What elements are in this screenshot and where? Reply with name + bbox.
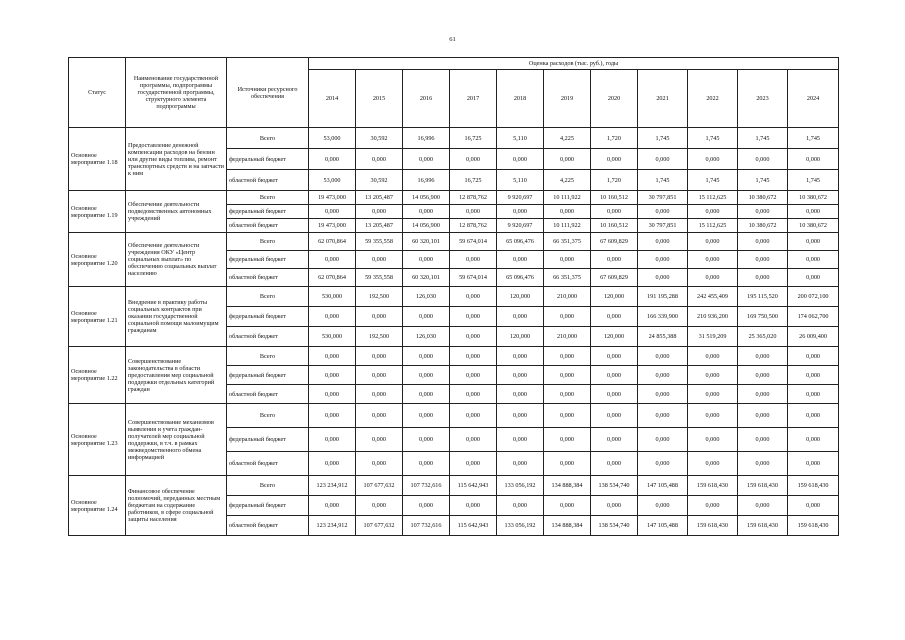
funding-source: областной бюджет (227, 269, 309, 287)
measure-name: Внедрение в практику работы социальных контрактов при оказании государственной социальной помощи малоимущим гражданам (126, 287, 227, 347)
amount-cell: 0,000 (738, 385, 788, 404)
amount-cell: 0,000 (788, 269, 839, 287)
amount-cell: 59 674,014 (450, 233, 497, 251)
amount-cell: 0,000 (591, 307, 638, 327)
page-number: 61 (449, 36, 456, 43)
amount-cell: 133 056,192 (497, 476, 544, 496)
amount-cell: 0,000 (638, 385, 688, 404)
amount-cell: 15 112,625 (688, 219, 738, 233)
header-status: Статус (69, 58, 126, 128)
amount-cell: 0,000 (309, 307, 356, 327)
amount-cell: 126,030 (403, 327, 450, 347)
amount-cell: 0,000 (450, 404, 497, 428)
amount-cell: 123 234,912 (309, 516, 356, 536)
amount-cell: 62 070,864 (309, 269, 356, 287)
amount-cell: 1,745 (788, 128, 839, 149)
amount-cell: 0,000 (403, 149, 450, 170)
header-estimate: Оценка расходов (тыс. руб.), годы (309, 58, 839, 70)
amount-cell: 0,000 (688, 269, 738, 287)
amount-cell: 138 534,740 (591, 516, 638, 536)
amount-cell: 12 878,762 (450, 219, 497, 233)
amount-cell: 0,000 (544, 404, 591, 428)
amount-cell: 0,000 (356, 428, 403, 452)
amount-cell: 0,000 (450, 287, 497, 307)
amount-cell: 0,000 (688, 149, 738, 170)
amount-cell: 62 070,864 (309, 233, 356, 251)
amount-cell: 107 732,616 (403, 516, 450, 536)
amount-cell: 1,745 (688, 170, 738, 191)
amount-cell: 0,000 (788, 149, 839, 170)
amount-cell: 0,000 (403, 404, 450, 428)
funding-source: Всего (227, 233, 309, 251)
amount-cell: 0,000 (738, 452, 788, 476)
amount-cell: 0,000 (356, 496, 403, 516)
header-year: 2023 (738, 70, 788, 128)
amount-cell: 159 618,430 (788, 476, 839, 496)
amount-cell: 0,000 (309, 205, 356, 219)
amount-cell: 0,000 (638, 496, 688, 516)
amount-cell: 10 160,512 (591, 219, 638, 233)
amount-cell: 126,030 (403, 287, 450, 307)
amount-cell: 0,000 (788, 452, 839, 476)
amount-cell: 0,000 (356, 385, 403, 404)
amount-cell: 0,000 (309, 366, 356, 385)
amount-cell: 30 797,851 (638, 219, 688, 233)
amount-cell: 0,000 (544, 428, 591, 452)
amount-cell: 0,000 (688, 205, 738, 219)
header-year: 2020 (591, 70, 638, 128)
amount-cell: 530,000 (309, 327, 356, 347)
amount-cell: 0,000 (450, 205, 497, 219)
amount-cell: 195 115,520 (738, 287, 788, 307)
amount-cell: 4,225 (544, 170, 591, 191)
amount-cell: 134 888,384 (544, 516, 591, 536)
amount-cell: 65 096,476 (497, 269, 544, 287)
amount-cell: 19 473,000 (309, 219, 356, 233)
amount-cell: 0,000 (544, 205, 591, 219)
amount-cell: 107 677,632 (356, 516, 403, 536)
amount-cell: 134 888,384 (544, 476, 591, 496)
amount-cell: 0,000 (688, 251, 738, 269)
amount-cell: 19 473,000 (309, 191, 356, 205)
funding-source: областной бюджет (227, 219, 309, 233)
amount-cell: 0,000 (450, 428, 497, 452)
measure-status: Основное мероприятие 1.22 (69, 347, 126, 404)
amount-cell: 200 072,100 (788, 287, 839, 307)
amount-cell: 0,000 (788, 366, 839, 385)
amount-cell: 0,000 (450, 366, 497, 385)
amount-cell: 0,000 (688, 233, 738, 251)
amount-cell: 26 009,400 (788, 327, 839, 347)
header-year: 2014 (309, 70, 356, 128)
amount-cell: 15 112,625 (688, 191, 738, 205)
table-row (69, 287, 839, 307)
amount-cell: 0,000 (788, 428, 839, 452)
amount-cell: 120,000 (497, 287, 544, 307)
amount-cell: 1,720 (591, 170, 638, 191)
amount-cell: 0,000 (638, 233, 688, 251)
amount-cell: 9 920,697 (497, 219, 544, 233)
measure-name: Финансовое обеспечение полномочий, переданных местным бюджетам на содержание работников, в сфере социальной защиты населения (126, 476, 227, 536)
funding-source: федеральный бюджет (227, 205, 309, 219)
measure-name: Совершенствование механизмов выявления и учета граждан-получателей мер социальной поддержки, в т.ч. в рамках межведомственного обмена информацией (126, 404, 227, 476)
amount-cell: 174 062,700 (788, 307, 839, 327)
amount-cell: 138 534,740 (591, 476, 638, 496)
amount-cell: 0,000 (688, 385, 738, 404)
amount-cell: 0,000 (403, 496, 450, 516)
amount-cell: 10 380,672 (788, 191, 839, 205)
amount-cell: 0,000 (738, 366, 788, 385)
amount-cell: 13 205,487 (356, 191, 403, 205)
measure-name: Предоставление денежной компенсации расходов на бензин или другие виды топлива, ремонт транспортных средств и на запчасти к ним (126, 128, 227, 191)
amount-cell: 0,000 (738, 205, 788, 219)
amount-cell: 0,000 (403, 385, 450, 404)
funding-source: Всего (227, 476, 309, 496)
header-year: 2024 (788, 70, 839, 128)
measure-status: Основное мероприятие 1.21 (69, 287, 126, 347)
amount-cell: 0,000 (450, 251, 497, 269)
amount-cell: 0,000 (788, 251, 839, 269)
funding-source: федеральный бюджет (227, 366, 309, 385)
amount-cell: 0,000 (309, 251, 356, 269)
amount-cell: 0,000 (591, 347, 638, 366)
amount-cell: 120,000 (497, 327, 544, 347)
measure-name: Обеспечение деятельности учреждения ОКУ «Центр социальных выплат» по обеспечению социальных выплат населению (126, 233, 227, 287)
amount-cell: 13 205,487 (356, 219, 403, 233)
amount-cell: 0,000 (738, 269, 788, 287)
funding-source: Всего (227, 404, 309, 428)
amount-cell: 0,000 (591, 385, 638, 404)
funding-source: Всего (227, 347, 309, 366)
amount-cell: 59 355,558 (356, 269, 403, 287)
funding-source: Всего (227, 191, 309, 205)
amount-cell: 10 111,922 (544, 219, 591, 233)
amount-cell: 0,000 (688, 366, 738, 385)
amount-cell: 0,000 (788, 205, 839, 219)
amount-cell: 10 380,672 (738, 191, 788, 205)
funding-source: федеральный бюджет (227, 428, 309, 452)
amount-cell: 0,000 (591, 366, 638, 385)
amount-cell: 0,000 (403, 452, 450, 476)
amount-cell: 0,000 (591, 496, 638, 516)
funding-source: областной бюджет (227, 452, 309, 476)
amount-cell: 10 380,672 (788, 219, 839, 233)
amount-cell: 0,000 (738, 347, 788, 366)
amount-cell: 210 936,200 (688, 307, 738, 327)
amount-cell: 530,000 (309, 287, 356, 307)
amount-cell: 0,000 (638, 452, 688, 476)
amount-cell: 0,000 (403, 366, 450, 385)
amount-cell: 0,000 (738, 251, 788, 269)
amount-cell: 0,000 (450, 385, 497, 404)
amount-cell: 115 642,943 (450, 476, 497, 496)
amount-cell: 1,745 (638, 128, 688, 149)
funding-source: Всего (227, 287, 309, 307)
amount-cell: 0,000 (497, 385, 544, 404)
amount-cell: 0,000 (309, 496, 356, 516)
amount-cell: 1,745 (738, 170, 788, 191)
amount-cell: 0,000 (591, 251, 638, 269)
funding-source: федеральный бюджет (227, 496, 309, 516)
amount-cell: 31 519,209 (688, 327, 738, 347)
table-row (69, 476, 839, 496)
amount-cell: 166 339,900 (638, 307, 688, 327)
amount-cell: 147 105,488 (638, 516, 688, 536)
amount-cell: 0,000 (788, 347, 839, 366)
amount-cell: 14 056,900 (403, 191, 450, 205)
amount-cell: 4,225 (544, 128, 591, 149)
header-source: Источники ресурсного обеспечения (227, 58, 309, 128)
amount-cell: 0,000 (738, 428, 788, 452)
amount-cell: 0,000 (450, 149, 497, 170)
amount-cell: 191 195,288 (638, 287, 688, 307)
amount-cell: 67 609,829 (591, 269, 638, 287)
amount-cell: 0,000 (450, 452, 497, 476)
measure-name: Совершенствование законодательства в области предоставления мер социальной поддержки отдельных категорий граждан (126, 347, 227, 404)
amount-cell: 53,000 (309, 170, 356, 191)
measure-status: Основное мероприятие 1.19 (69, 191, 126, 233)
amount-cell: 25 365,020 (738, 327, 788, 347)
amount-cell: 0,000 (450, 496, 497, 516)
measure-status: Основное мероприятие 1.20 (69, 233, 126, 287)
amount-cell: 0,000 (497, 347, 544, 366)
amount-cell: 169 750,500 (738, 307, 788, 327)
amount-cell: 0,000 (688, 404, 738, 428)
amount-cell: 0,000 (688, 452, 738, 476)
amount-cell: 0,000 (356, 452, 403, 476)
amount-cell: 0,000 (497, 149, 544, 170)
header-year: 2019 (544, 70, 591, 128)
amount-cell: 0,000 (309, 452, 356, 476)
table-row (69, 233, 839, 251)
header-year: 2017 (450, 70, 497, 128)
amount-cell: 53,000 (309, 128, 356, 149)
amount-cell: 0,000 (309, 404, 356, 428)
amount-cell: 0,000 (403, 205, 450, 219)
table-row (69, 404, 839, 428)
amount-cell: 0,000 (450, 307, 497, 327)
amount-cell: 0,000 (544, 366, 591, 385)
amount-cell: 120,000 (591, 327, 638, 347)
amount-cell: 120,000 (591, 287, 638, 307)
funding-source: областной бюджет (227, 170, 309, 191)
amount-cell: 16,996 (403, 128, 450, 149)
amount-cell: 0,000 (738, 496, 788, 516)
amount-cell: 0,000 (403, 251, 450, 269)
amount-cell: 0,000 (738, 233, 788, 251)
amount-cell: 0,000 (309, 428, 356, 452)
amount-cell: 133 056,192 (497, 516, 544, 536)
amount-cell: 0,000 (638, 428, 688, 452)
amount-cell: 16,725 (450, 170, 497, 191)
amount-cell: 30 797,851 (638, 191, 688, 205)
amount-cell: 14 056,900 (403, 219, 450, 233)
amount-cell: 210,000 (544, 327, 591, 347)
amount-cell: 0,000 (497, 366, 544, 385)
amount-cell: 0,000 (591, 205, 638, 219)
amount-cell: 0,000 (788, 385, 839, 404)
amount-cell: 0,000 (688, 496, 738, 516)
amount-cell: 0,000 (309, 149, 356, 170)
amount-cell: 1,745 (688, 128, 738, 149)
amount-cell: 0,000 (638, 366, 688, 385)
amount-cell: 0,000 (638, 205, 688, 219)
amount-cell: 59 674,014 (450, 269, 497, 287)
amount-cell: 10 160,512 (591, 191, 638, 205)
funding-source: Всего (227, 128, 309, 149)
amount-cell: 0,000 (497, 496, 544, 516)
amount-cell: 16,725 (450, 128, 497, 149)
funding-source: федеральный бюджет (227, 149, 309, 170)
amount-cell: 1,745 (738, 128, 788, 149)
amount-cell: 147 105,488 (638, 476, 688, 496)
amount-cell: 0,000 (591, 428, 638, 452)
amount-cell: 0,000 (356, 366, 403, 385)
amount-cell: 59 355,558 (356, 233, 403, 251)
amount-cell: 0,000 (497, 428, 544, 452)
table-row (69, 347, 839, 366)
amount-cell: 159 618,430 (738, 476, 788, 496)
budget-table (68, 57, 839, 536)
amount-cell: 192,500 (356, 287, 403, 307)
amount-cell: 159 618,430 (688, 516, 738, 536)
amount-cell: 0,000 (788, 233, 839, 251)
measure-status: Основное мероприятие 1.23 (69, 404, 126, 476)
amount-cell: 159 618,430 (688, 476, 738, 496)
amount-cell: 192,500 (356, 327, 403, 347)
amount-cell: 0,000 (738, 404, 788, 428)
amount-cell: 0,000 (309, 347, 356, 366)
measure-status: Основное мероприятие 1.18 (69, 128, 126, 191)
amount-cell: 0,000 (544, 149, 591, 170)
amount-cell: 0,000 (591, 404, 638, 428)
amount-cell: 1,745 (638, 170, 688, 191)
amount-cell: 10 111,922 (544, 191, 591, 205)
amount-cell: 0,000 (403, 347, 450, 366)
amount-cell: 107 732,616 (403, 476, 450, 496)
amount-cell: 24 855,388 (638, 327, 688, 347)
amount-cell: 5,110 (497, 128, 544, 149)
amount-cell: 0,000 (638, 269, 688, 287)
amount-cell: 66 351,375 (544, 269, 591, 287)
funding-source: федеральный бюджет (227, 251, 309, 269)
amount-cell: 0,000 (450, 347, 497, 366)
measure-name: Обеспечение деятельности подведомственных автономных учреждений (126, 191, 227, 233)
header-name: Наименование государственной программы, подпрограммы государственной программы, структурного элемента подпрограммы (126, 58, 227, 128)
amount-cell: 0,000 (356, 251, 403, 269)
amount-cell: 60 320,101 (403, 233, 450, 251)
amount-cell: 0,000 (591, 149, 638, 170)
amount-cell: 0,000 (356, 149, 403, 170)
amount-cell: 159 618,430 (738, 516, 788, 536)
amount-cell: 0,000 (544, 307, 591, 327)
amount-cell: 0,000 (356, 205, 403, 219)
amount-cell: 0,000 (356, 404, 403, 428)
header-year: 2018 (497, 70, 544, 128)
funding-source: областной бюджет (227, 385, 309, 404)
amount-cell: 60 320,101 (403, 269, 450, 287)
amount-cell: 0,000 (638, 251, 688, 269)
amount-cell: 0,000 (544, 452, 591, 476)
amount-cell: 0,000 (544, 347, 591, 366)
amount-cell: 9 920,697 (497, 191, 544, 205)
amount-cell: 0,000 (544, 496, 591, 516)
header-year: 2022 (688, 70, 738, 128)
amount-cell: 0,000 (788, 496, 839, 516)
amount-cell: 1,745 (788, 170, 839, 191)
amount-cell: 0,000 (309, 385, 356, 404)
amount-cell: 0,000 (497, 452, 544, 476)
amount-cell: 123 234,912 (309, 476, 356, 496)
amount-cell: 115 642,943 (450, 516, 497, 536)
table-row (69, 191, 839, 205)
amount-cell: 0,000 (544, 251, 591, 269)
header-year: 2015 (356, 70, 403, 128)
amount-cell: 0,000 (497, 404, 544, 428)
header-year: 2016 (403, 70, 450, 128)
amount-cell: 210,000 (544, 287, 591, 307)
amount-cell: 0,000 (591, 452, 638, 476)
amount-cell: 0,000 (688, 347, 738, 366)
amount-cell: 242 455,409 (688, 287, 738, 307)
amount-cell: 0,000 (738, 149, 788, 170)
amount-cell: 0,000 (450, 327, 497, 347)
amount-cell: 0,000 (497, 205, 544, 219)
amount-cell: 0,000 (497, 251, 544, 269)
amount-cell: 0,000 (544, 385, 591, 404)
amount-cell: 65 096,476 (497, 233, 544, 251)
amount-cell: 0,000 (497, 307, 544, 327)
amount-cell: 30,592 (356, 128, 403, 149)
amount-cell: 0,000 (403, 428, 450, 452)
amount-cell: 159 618,430 (788, 516, 839, 536)
amount-cell: 66 351,375 (544, 233, 591, 251)
amount-cell: 0,000 (788, 404, 839, 428)
funding-source: областной бюджет (227, 516, 309, 536)
amount-cell: 12 878,762 (450, 191, 497, 205)
measure-status: Основное мероприятие 1.24 (69, 476, 126, 536)
amount-cell: 0,000 (356, 347, 403, 366)
amount-cell: 0,000 (403, 307, 450, 327)
amount-cell: 107 677,632 (356, 476, 403, 496)
amount-cell: 0,000 (356, 307, 403, 327)
amount-cell: 5,110 (497, 170, 544, 191)
header-year: 2021 (638, 70, 688, 128)
amount-cell: 0,000 (638, 347, 688, 366)
amount-cell: 0,000 (638, 404, 688, 428)
amount-cell: 30,592 (356, 170, 403, 191)
amount-cell: 67 609,829 (591, 233, 638, 251)
amount-cell: 1,720 (591, 128, 638, 149)
funding-source: федеральный бюджет (227, 307, 309, 327)
amount-cell: 0,000 (638, 149, 688, 170)
amount-cell: 16,996 (403, 170, 450, 191)
amount-cell: 10 380,672 (738, 219, 788, 233)
table-row (69, 128, 839, 149)
amount-cell: 0,000 (688, 428, 738, 452)
funding-source: областной бюджет (227, 327, 309, 347)
